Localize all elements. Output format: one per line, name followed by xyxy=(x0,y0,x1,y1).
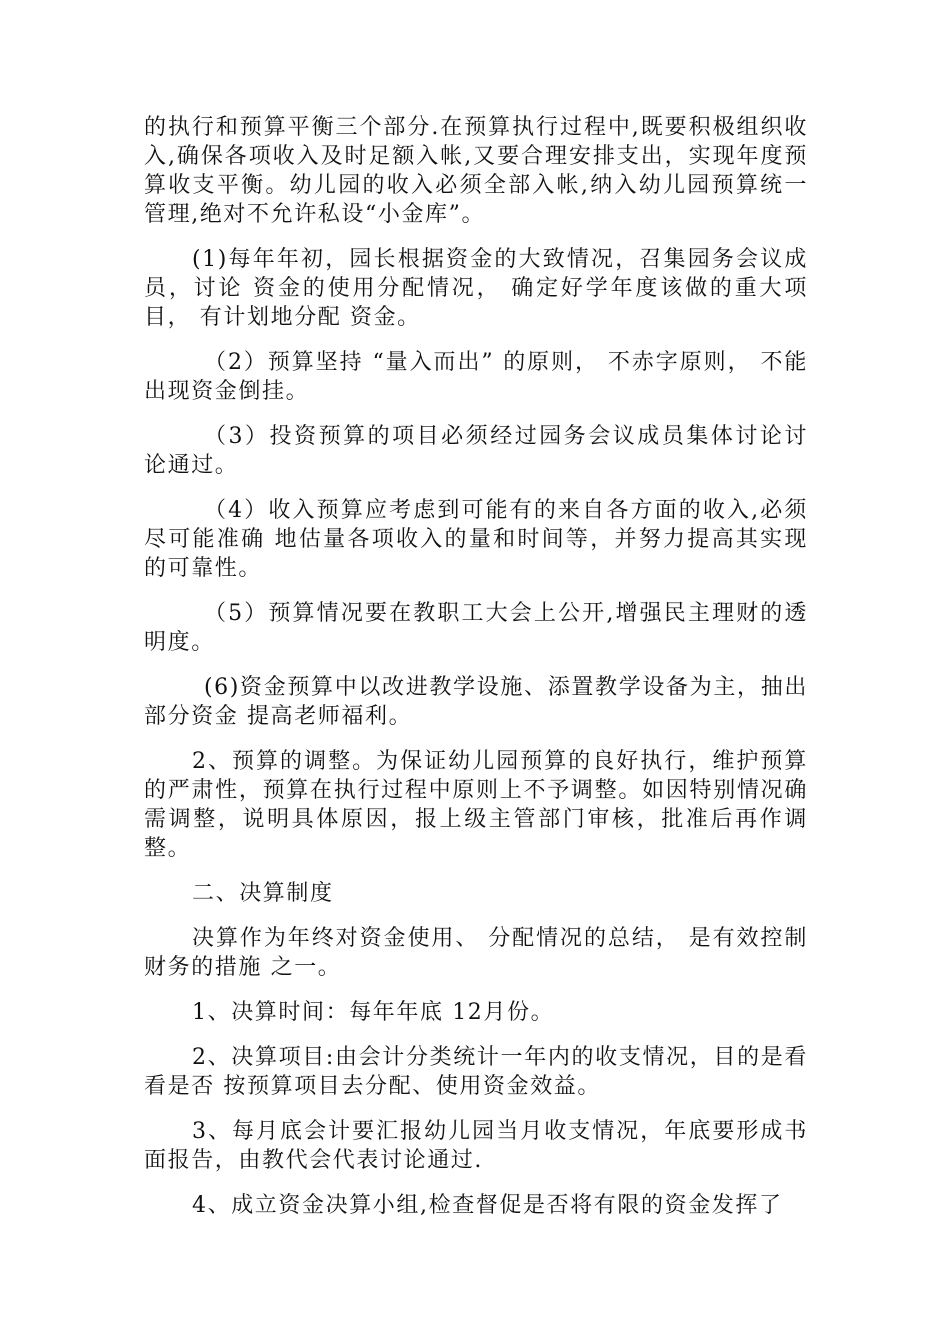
paragraph-item-2: （2）预算坚持 “量入而出” 的原则， 不赤字原则， 不能出现资金倒挂。 xyxy=(144,350,808,404)
paragraph-final-accounts-time: 1、决算时间：每年年底 12月份。 xyxy=(192,1000,555,1025)
paragraph-final-accounts-items: 2、决算项目:由会计分类统计一年内的收支情况，目的是看看是否 按预算项目去分配、使用资金效益。 xyxy=(144,1045,808,1099)
paragraph-audit-group: 4、成立资金决算小组,检查督促是否将有限的资金发挥了 xyxy=(192,1193,783,1218)
paragraph-final-accounts-intro: 决算作为年终对资金使用、 分配情况的总结， 是有效控制财务的措施 之一。 xyxy=(144,926,808,980)
paragraph-item-1: (1)每年年初，园长根据资金的大致情况，召集园务会议成员，讨论 资金的使用分配情况， 确定好学年度该做的重大项目， 有计划地分配 资金。 xyxy=(144,247,808,330)
paragraph-budget-execution: 的执行和预算平衡三个部分.在预算执行过程中,既要积极组织收入,确保各项收入及时足额入帐,又要合理安排支出，实现年度预算收支平衡。幼儿园的收入必须全部入帐,纳入幼儿园预算统一管理,绝对不允许私设“小金库”。 xyxy=(144,115,808,227)
paragraph-budget-adjustment: 2、预算的调整。为保证幼儿园预算的良好执行，维护预算的严肃性，预算在执行过程中原则上不予调整。如因特别情况确需调整，说明具体原因，报上级主管部门审核，批准后再作调整。 xyxy=(144,749,808,861)
document-page xyxy=(144,113,808,1236)
paragraph-item-3: （3）投资预算的项目必须经过园务会议成员集体讨论讨论通过。 xyxy=(144,424,808,478)
section-heading-final-accounts: 二、决算制度 xyxy=(192,881,334,906)
paragraph-item-5: （5）预算情况要在教职工大会上公开,增强民主理财的透明度。 xyxy=(144,601,808,655)
paragraph-monthly-report: 3、每月底会计要汇报幼儿园当月收支情况，年底要形成书面报告，由教代会代表讨论通过. xyxy=(144,1119,808,1173)
paragraph-item-6: (6)资金预算中以改进教学设施、添置教学设备为主，抽出部分资金 提高老师福利。 xyxy=(144,675,808,729)
paragraph-item-4: （4）收入预算应考虑到可能有的来自各方面的收入,必须尽可能准确 地估量各项收入的量和时间等，并努力提高其实现的可靠性。 xyxy=(144,498,808,581)
